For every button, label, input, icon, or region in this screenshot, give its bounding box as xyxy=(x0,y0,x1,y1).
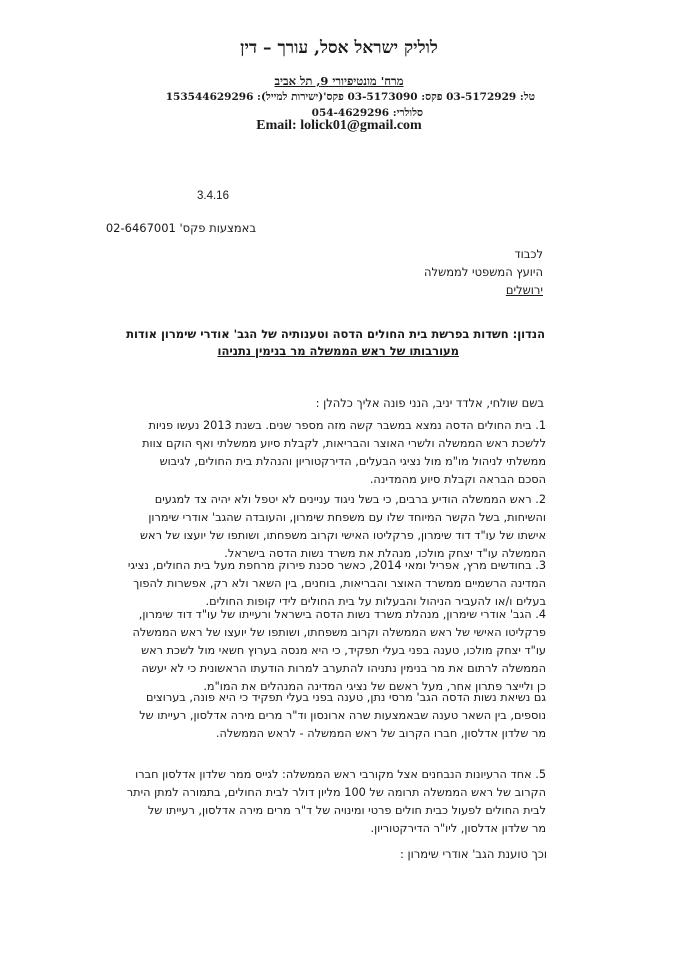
paragraph-line: מר שלדון אדלסון, ליו"ר הדירקטוריון. xyxy=(370,822,546,835)
paragraph-line: 1. בית החולים הדסה נמצא במשבר קשה מזה מספר שנים. בשנת 2013 נעשו פניות xyxy=(148,419,546,432)
letterhead-address: מרח' מונטיפיורי 9, תל אביב xyxy=(274,74,404,88)
paragraph-line: 2. ראש הממשלה הודיע ברבים, כי בשל ניגוד עניינים לא יטפל ולא יהיה צד למגעים xyxy=(154,493,546,506)
paragraph-line: מר שלדון אדלסון, חברו הקרוב של ראש הממשלה - לראש הממשלה. xyxy=(215,727,546,740)
paragraph-line: 3. בחודשים מרץ, אפריל ומאי 2014, כאשר סכנת פירוק מרחפת מעל בית החולים, נציגי xyxy=(127,559,546,572)
paragraph-line: הממשלה עו"ד יצחק מולכו, מנהלת את משרד נשות הדסה בישראל. xyxy=(224,547,546,560)
paragraph-line: בעלים ו/או להעביר הניהול והבעלות על בית החולים לידי קופות החולים. xyxy=(205,595,546,608)
closing-line: וכך טוענת הגב' אודרי שימרון : xyxy=(399,847,547,861)
paragraph-line: נוספים, בין השאר טענה שבאמצעות שרה ארונסון וד"ר מרים מירה אדלסון, רעייתו של xyxy=(139,709,546,722)
paragraph-line: ממשלתי לניהול מו"מ מול נציגי הבעלים, הדירקטוריון והנהלת בית החולים, לגיבוש xyxy=(159,455,546,468)
letterhead-cellphone: סלולרי: 054-4629296 xyxy=(311,107,423,119)
subject-line-1: הנדון: חשדות בפרשת בית החולים הדסה וטענותיה של הגב' אודרי שימרון אודות xyxy=(126,327,545,341)
recipient-city: ירושלים xyxy=(505,283,543,297)
paragraph-2 xyxy=(106,491,546,563)
paragraph-line: פרקליטו האישי של ראש הממשלה וקרוב משפחתו, ושותפו של יועצו של ראש הממשלה xyxy=(132,626,546,639)
paragraph-1 xyxy=(106,417,546,489)
paragraph-line: ללשכת ראש הממשלה ולשרי האוצר והבריאות, לקבלת סיוע ממשלתי ואף הוקם צוות xyxy=(142,437,546,450)
paragraph-3 xyxy=(106,557,546,611)
letterhead-email: Email: lolick01@gmail.com xyxy=(256,118,422,133)
paragraph-line: לבית החולים לפעול כבית חולים פרטי ומינויה של ד"ר מרים מירה אדלסון, רעייתו של xyxy=(147,804,546,817)
letterhead-title: לוליק ישראל אסל, עורך – דין xyxy=(240,38,438,58)
paragraph-4 xyxy=(106,606,546,696)
paragraph-line: הממשלה לרתום את מר בנימין נתניהו להתערב למרות הודעתו הראשונית כי לא יעשה xyxy=(141,662,546,675)
paragraph-line: כן ולייצר פתרון אחר, מעל ראשם של נציגי המדינה המנהלים את המו"מ. xyxy=(203,680,546,693)
paragraph-line: והשיחות, בשל הקשר המיוחד שלו עם משפחת שימרון, והעובדה שהגב' אודרי שימרון xyxy=(148,511,546,524)
salutation: בשם שולחי, אלדד יניב, הנני פונה אליך כלהלן : xyxy=(315,396,544,410)
fax-line: באמצעות פקס' 02-6467001 xyxy=(105,221,256,235)
subject-line-2: מעורבותו של ראש הממשלה מר בנימין נתניהו xyxy=(217,344,459,358)
recipient-title: היועץ המשפטי לממשלה xyxy=(424,265,543,279)
letterhead-phones: טל: 03-5172929 פקס: 03-5173090 פקס'(ישירות למייל): 153544629296 xyxy=(165,91,535,103)
paragraph-line: גם נשיאת נשות הדסה הגב' מרסי נתן, טענה בפני בעלי תפקיד כי היא פונה, בערוצים xyxy=(146,691,546,704)
paragraph-line: אישתו של עו"ד דוד שימרון, פרקליטו האישי וקרוב משפחתו, ושותפו של יועצו של ראש xyxy=(140,529,546,542)
paragraph-5 xyxy=(106,766,546,838)
paragraph-line: עו"ד יצחק מולכו, טענה בפני בעלי תפקיד, כי היא מנסה בערוץ חשאי מול לשכת ראש xyxy=(141,644,546,657)
paragraph-line: הסכם הבראה וקבלת סיוע מהמדינה. xyxy=(369,473,546,486)
paragraph-4-continued xyxy=(106,689,546,743)
recipient-honorific: לכבוד xyxy=(514,247,543,261)
paragraph-line: הקרוב של ראש הממשלה תרומה של 100 מליון דולר לבית החולים, בתמורה למתן היתר xyxy=(126,786,546,799)
paragraph-line: 4. הגב' אודרי שימרון, מנהלת משרד נשות הדסה בישראל ורעייתו של עו"ד דוד שימרון, xyxy=(138,608,546,621)
letter-date: 3.4.16 xyxy=(197,190,229,202)
paragraph-line: המדינה הרשמיים ממשרד האוצר והבריאות, בוחנים, בין השאר ולא רק, אפשרות להפוך xyxy=(133,577,546,590)
paragraph-line: 5. אחד הרעיונות הנבחנים אצל מקורבי ראש הממשלה: לגייס ממר שלדון אדלסון חברו xyxy=(135,768,546,781)
